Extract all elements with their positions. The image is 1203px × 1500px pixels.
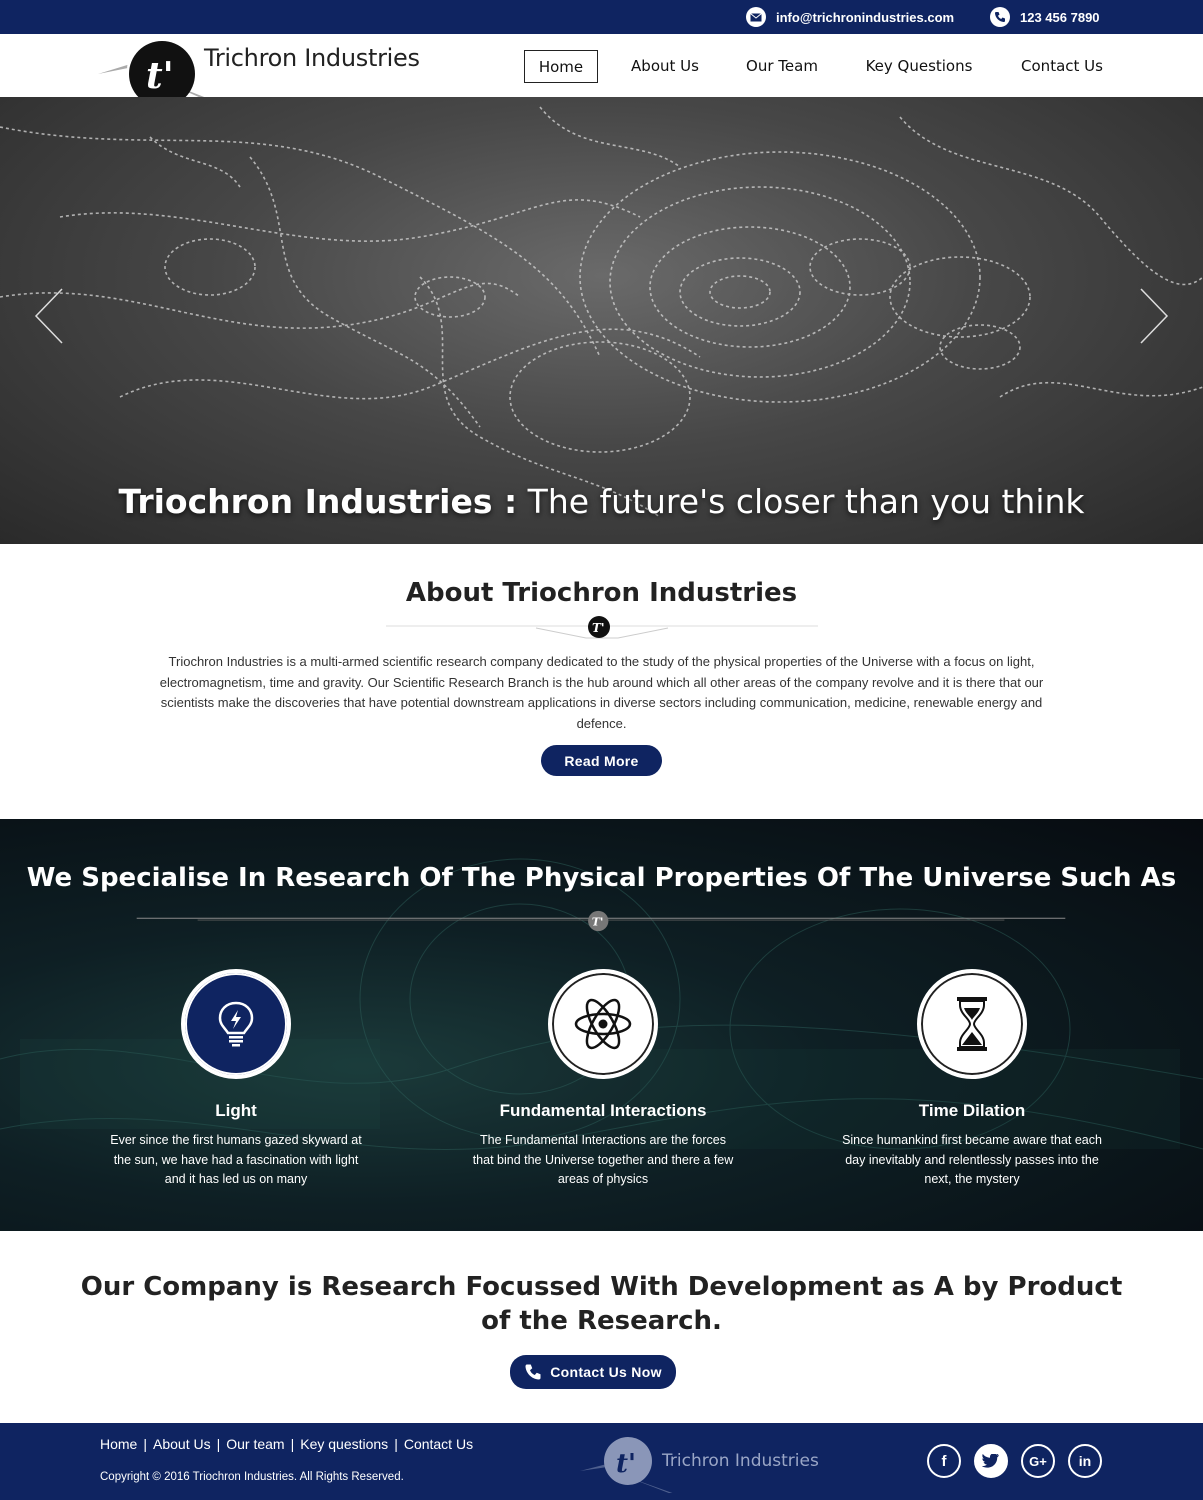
logo-letter: t': [146, 55, 174, 97]
feature-light[interactable]: [96, 969, 376, 1190]
footer-link-our-team[interactable]: Our team: [226, 1436, 285, 1452]
feature-icon-circle[interactable]: [548, 969, 658, 1079]
contact-phone[interactable]: [990, 7, 1100, 27]
footer-link-about-us[interactable]: About Us: [153, 1436, 211, 1452]
footer-nav: [100, 1436, 473, 1452]
feature-text: Ever since the first humans gazed skyward at the sun, we have had a fascination with light and it has led us on many: [110, 1133, 362, 1186]
phone-text[interactable]: 123 456 7890: [1020, 9, 1100, 25]
hero-slider: [0, 97, 1203, 544]
logo-text[interactable]: Trichron Industries: [204, 44, 420, 72]
copyright: Copyright © 2016 Triochron Industries. All Rights Reserved.: [100, 1471, 404, 1483]
slider-next-button[interactable]: [1139, 287, 1169, 345]
hero-background-art: [0, 97, 1203, 544]
specialise-title: We Specialise In Research Of The Physical Properties Of The Universe Such As: [26, 863, 1177, 893]
envelope-icon: [746, 7, 766, 27]
lightbulb-icon: [216, 1000, 256, 1048]
company-title-line1: Our Company is Research Focussed With Development as A by Product: [80, 1272, 1123, 1302]
feature-icon-circle[interactable]: [181, 969, 291, 1079]
about-divider: [386, 616, 818, 640]
email-text[interactable]: info@trichronindustries.com: [776, 9, 955, 25]
feature-title: Time Dilation: [918, 1101, 1026, 1120]
feature-title: Light: [215, 1101, 257, 1120]
about-title: About Triochron Industries: [405, 578, 798, 608]
read-more-button[interactable]: Read More: [541, 745, 662, 776]
phone-icon: [524, 1363, 542, 1381]
feature-text: Since humankind first became aware that each day inevitably and relentlessly passes into the next, the mystery: [842, 1133, 1102, 1186]
hero-caption-text: The future's closer than you think: [517, 482, 1085, 521]
slider-prev-button[interactable]: [34, 287, 64, 345]
hourglass-icon: [955, 996, 989, 1052]
company-title-line2: of the Research.: [481, 1306, 722, 1336]
feature-time-dilation[interactable]: [832, 969, 1112, 1190]
phone-icon: [990, 7, 1010, 27]
footer-separator: |: [143, 1436, 147, 1452]
footer-logo-text[interactable]: Trichron Industries: [662, 1451, 819, 1471]
footer-link-home[interactable]: Home: [100, 1436, 138, 1452]
footer-link-contact-us[interactable]: Contact Us: [403, 1436, 474, 1452]
footer-link-key-questions[interactable]: Key questions: [300, 1436, 389, 1452]
nav-key-questions[interactable]: Key Questions: [865, 57, 973, 75]
nav-about-us[interactable]: About Us: [631, 57, 699, 75]
about-divider-badge: T': [592, 621, 605, 635]
specialise-divider: [98, 909, 1104, 933]
footer-separator: |: [290, 1436, 295, 1452]
atom-icon: [573, 994, 633, 1054]
nav-our-team[interactable]: Our Team: [746, 57, 818, 75]
header: [0, 34, 1203, 97]
twitter-icon[interactable]: [974, 1444, 1008, 1478]
footer-separator: |: [394, 1436, 398, 1452]
linkedin-icon[interactable]: in: [1068, 1444, 1102, 1478]
contact-us-now-button[interactable]: [510, 1355, 676, 1389]
facebook-icon[interactable]: f: [927, 1444, 961, 1478]
footer-logo-letter: t': [616, 1449, 636, 1479]
nav-contact-us[interactable]: Contact Us: [1021, 57, 1103, 75]
google-plus-icon[interactable]: G+: [1021, 1444, 1055, 1478]
twitter-bird-glyph: [982, 1454, 1000, 1469]
contact-us-now-label[interactable]: Contact Us Now: [550, 1364, 662, 1380]
main-nav: [0, 50, 1203, 84]
contact-email[interactable]: [746, 7, 954, 27]
company-title: [0, 1270, 1203, 1338]
feature-title: Fundamental Interactions: [499, 1101, 707, 1120]
feature-fundamental-interactions[interactable]: [463, 969, 743, 1190]
footer-separator: |: [216, 1436, 221, 1452]
nav-home[interactable]: Home: [524, 50, 598, 83]
footer: [0, 1423, 1203, 1500]
feature-text: The Fundamental Interactions are the forces that bind the Universe together and there a few areas of physics: [472, 1133, 734, 1186]
specialise-section: [0, 819, 1203, 1231]
feature-icon-circle[interactable]: [917, 969, 1027, 1079]
hero-caption-bold: Triochron Industries :: [118, 482, 518, 521]
hero-caption: [0, 482, 1203, 521]
about-text: Triochron Industries is a multi-armed scientific research company dedicated to the study of the physical properties of the Universe with a focus on light, electromagnetism, time and gravity. Our Scientific Research Branch is the hub around which all other areas of the company revolve and it is there that our scientists make the discoveries that have potential downstream applications in diverse sectors including communication, medicine, renewable energy and defence.: [159, 654, 1044, 731]
specialise-divider-badge: T': [591, 915, 604, 929]
